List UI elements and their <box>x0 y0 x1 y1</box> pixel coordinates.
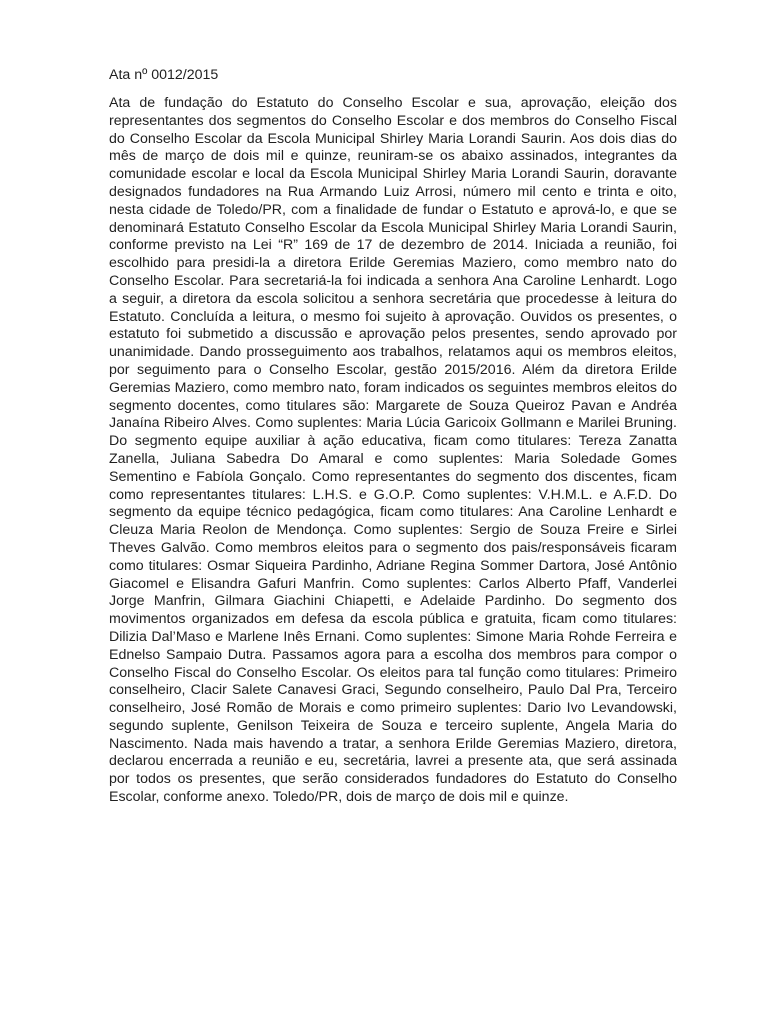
document-title: Ata nº 0012/2015 <box>109 67 219 83</box>
document-body: Ata de fundação do Estatuto do Conselho Escolar e sua, aprovação, eleição dos representantes dos segmentos do Conselho Escolar e dos membros do Conselho Fiscal do Conselho Escolar da Escola Municipal Shirley Maria Lorandi Saurin. Aos dois dias do mês de março de dois mil e quinze, reuniram-se os abaixo assinados, integrantes da comunidade escolar e local da Escola Municipal Shirley Maria Lorandi Saurin, doravante designados fundadores na Rua Armando Luiz Arrosi, número mil cento e trinta e oito, nesta cidade de Toledo/PR, com a finalidade de fundar o Estatuto e aprová-lo, e que se denominará Estatuto Conselho Escolar da Escola Municipal Shirley Maria Lorandi Saurin, conforme previsto na Lei “R” 169 de 17 de dezembro de 2014. Iniciada a reunião, foi escolhido para presidi-la a diretora Erilde Geremias Maziero, como membro nato do Conselho Escolar. Para secretariá-la foi indicada a senhora Ana Caroline Lenhardt. Logo a seguir, a diretora da escola solicitou a senhora secretária que procedesse à leitura do Estatuto. Concluída a leitura, o mesmo foi sujeito à aprovação. Ouvidos os presentes, o estatuto foi submetido a discussão e aprovação pelos presentes, sendo aprovado por unanimidade. Dando prosseguimento aos trabalhos, relatamos aqui os membros eleitos, por seguimento para o Conselho Escolar, gestão 2015/2016. Além da diretora Erilde Geremias Maziero, como membro nato, foram indicados os seguintes membros eleitos do segmento docentes, como titulares são: Margarete de Souza Queiroz Pavan e Andréa Janaína Ribeiro Alves. Como suplentes: Maria Lúcia Garicoix Gollmann e Marilei Bruning. Do segmento equipe auxiliar à ação educativa, ficam como titulares: Tereza Zanatta Zanella, Juliana Sabedra Do Amaral e como suplentes: Maria Soledade Gomes Sementino e Fabíola Gonçalo. Como representantes do segmento dos discentes, ficam como representantes titulares: L.H.S. e G.O.P. Como suplentes: V.H.M.L. e A.F.D. Do segmento da equipe técnico pedagógica, ficam como titulares: Ana Caroline Lenhardt e Cleuza Maria Reolon de Mendonça. Como suplentes: Sergio de Souza Freire e Sirlei Theves Galvão. Como membros eleitos para o segmento dos pais/responsáveis ficaram como titulares: Osmar Siqueira Pardinho, Adriane Regina Sommer Dartora, José Antônio Giacomel e Elisandra Gafuri Manfrin. Como suplentes: Carlos Alberto Pfaff, Vanderlei Jorge Manfrin, Gilmara Giachini Chiapetti, e Adelaide Pardinho. Do segmento dos movimentos organizados em defesa da escola pública e gratuita, ficam como titulares: Dilizia Dal’Maso e Marlene Inês Ernani. Como suplentes: Simone Maria Rohde Ferreira e Ednelso Sampaio Dutra. Passamos agora para a escolha dos membros para compor o Conselho Fiscal do Conselho Escolar. Os eleitos para tal função como titulares: Primeiro conselheiro, Clacir Salete Canavesi Graci, Segundo conselheiro, Paulo Dal Pra, Terceiro conselheiro, José Romão de Morais e como primeiro suplentes: Dario Ivo Levandowski, segundo suplente, Genilson Teixeira de Souza e terceiro suplente, Angela Maria do Nascimento. Nada mais havendo a tratar, a senhora Erilde Geremias Maziero, diretora, declarou encerrada a reunião e eu, secretária, lavrei a presente ata, que será assinada por todos os presentes, que serão considerados fundadores do Estatuto do Conselho Escolar, conforme anexo. Toledo/PR, dois de março de dois mil e quinze. <box>109 95 677 806</box>
document-page <box>109 66 677 807</box>
